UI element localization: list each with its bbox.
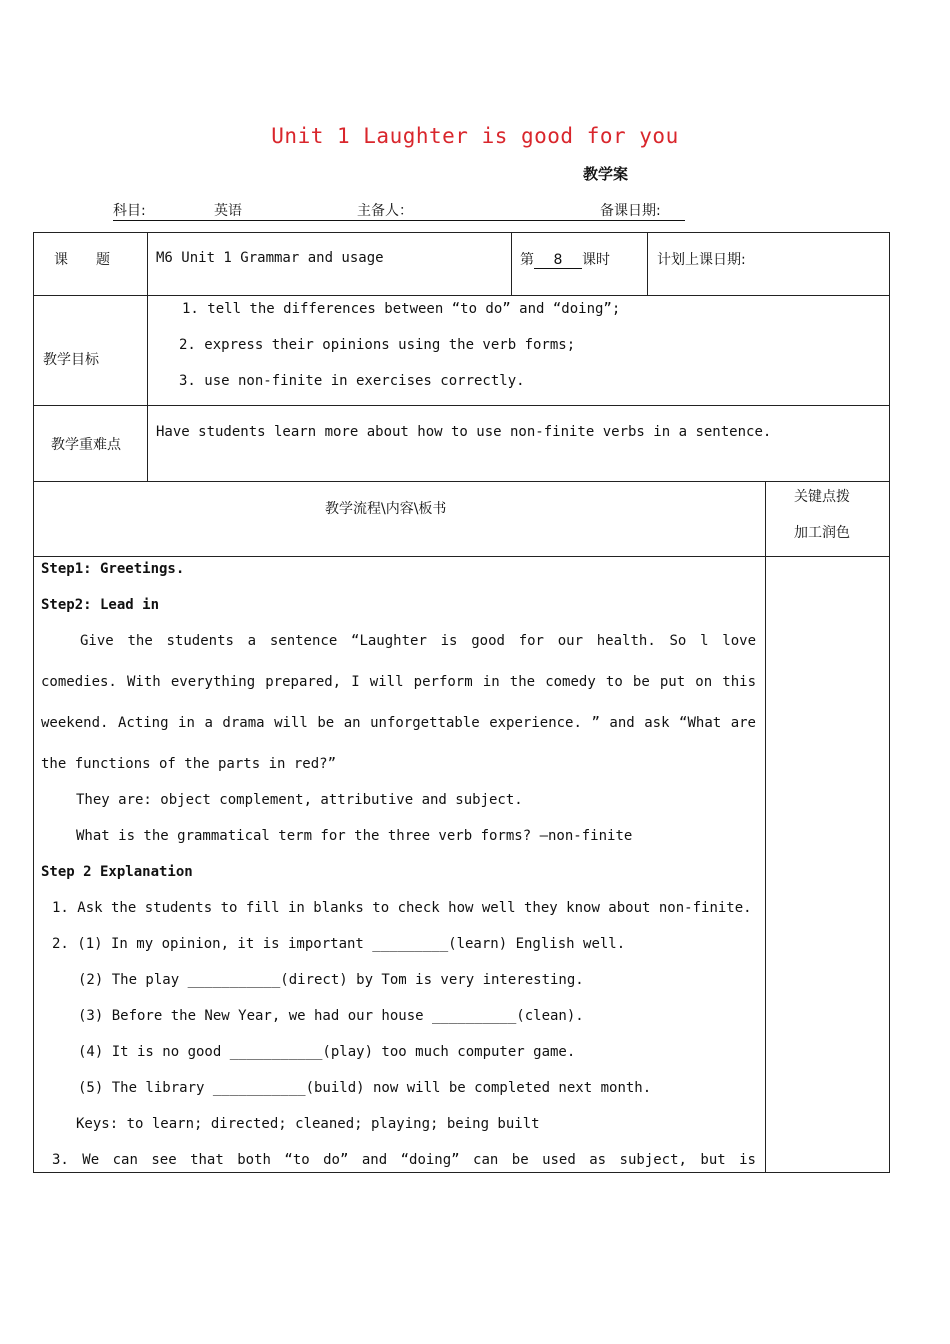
col-divider — [765, 481, 766, 1173]
subject-value: 英语 — [214, 203, 242, 219]
subject-label: 科目: — [113, 203, 146, 219]
side-label-polish: 加工润色 — [794, 525, 850, 541]
exercise-item: (2) The play ___________(direct) by Tom is very interesting. — [78, 972, 584, 988]
meta-row — [113, 200, 685, 221]
row-divider — [33, 556, 889, 557]
process-label: 教学流程\内容\板书 — [325, 501, 447, 517]
document-subtitle: 教学案 — [583, 165, 629, 183]
side-label-key-points: 关键点拨 — [794, 489, 850, 505]
planned-date-label: 计划上课日期: — [657, 252, 746, 268]
topic-value: M6 Unit 1 Grammar and usage — [156, 250, 384, 266]
row-divider — [33, 481, 889, 482]
topic-label: 课 题 — [54, 252, 110, 268]
keypoints-value: Have students learn more about how to use non-finite verbs in a sentence. — [156, 424, 772, 440]
lesson-suffix: 课时 — [582, 252, 610, 268]
goal-item: 2. express their opinions using the verb forms; — [179, 337, 576, 353]
exercise-item: (3) Before the New Year, we had our house __________(clean). — [78, 1008, 584, 1024]
paragraph-line: weekend. Acting in a drama will be an unforgettable experience. ” and ask “What are — [41, 715, 756, 731]
keys-line: Keys: to learn; directed; cleaned; playing; being built — [76, 1116, 540, 1132]
lesson-number: 8 — [534, 252, 582, 269]
col-divider — [647, 232, 648, 295]
exercise-item: (5) The library ___________(build) now will be completed next month. — [78, 1080, 652, 1096]
step1-heading: Step1: Greetings. — [41, 561, 185, 577]
list-item: 1. Ask the students to fill in blanks to check how well they know about non-finite. — [52, 900, 752, 916]
paragraph-line: Give the students a sentence “Laughter is good for our health. So l love — [80, 633, 756, 649]
step2-heading: Step2: Lead in — [41, 597, 160, 613]
row-divider — [33, 295, 889, 296]
date-label: 备课日期: — [600, 203, 661, 219]
row-divider — [33, 405, 889, 406]
exercise-item: (4) It is no good ___________(play) too much computer game. — [78, 1044, 576, 1060]
col-divider — [511, 232, 512, 295]
goal-item: 3. use non-finite in exercises correctly. — [179, 373, 525, 389]
answer-line: They are: object complement, attributive and subject. — [76, 792, 523, 808]
preparer-label: 主备人： — [357, 203, 413, 219]
lesson-prefix: 第 — [520, 252, 534, 268]
question-line: What is the grammatical term for the three verb forms? —non-finite — [76, 828, 633, 844]
goals-label: 教学目标 — [43, 352, 99, 368]
goal-item: 1. tell the differences between “to do” and “doing”; — [182, 301, 621, 317]
col-divider — [147, 232, 148, 481]
paragraph-line: the functions of the parts in red?” — [41, 756, 337, 772]
step-explanation-heading: Step 2 Explanation — [41, 864, 193, 880]
paragraph-line: comedies. With everything prepared, I will perform in the comedy to be put on this — [41, 674, 756, 690]
list-item: 3. We can see that both “to do” and “doing” can be used as subject, but is — [52, 1152, 756, 1168]
keypoints-label: 教学重难点 — [51, 437, 121, 453]
document-title: Unit 1 Laughter is good for you — [271, 124, 679, 148]
list-item: 2. (1) In my opinion, it is important _________(learn) English well. — [52, 936, 626, 952]
lesson-number-field — [520, 249, 610, 269]
